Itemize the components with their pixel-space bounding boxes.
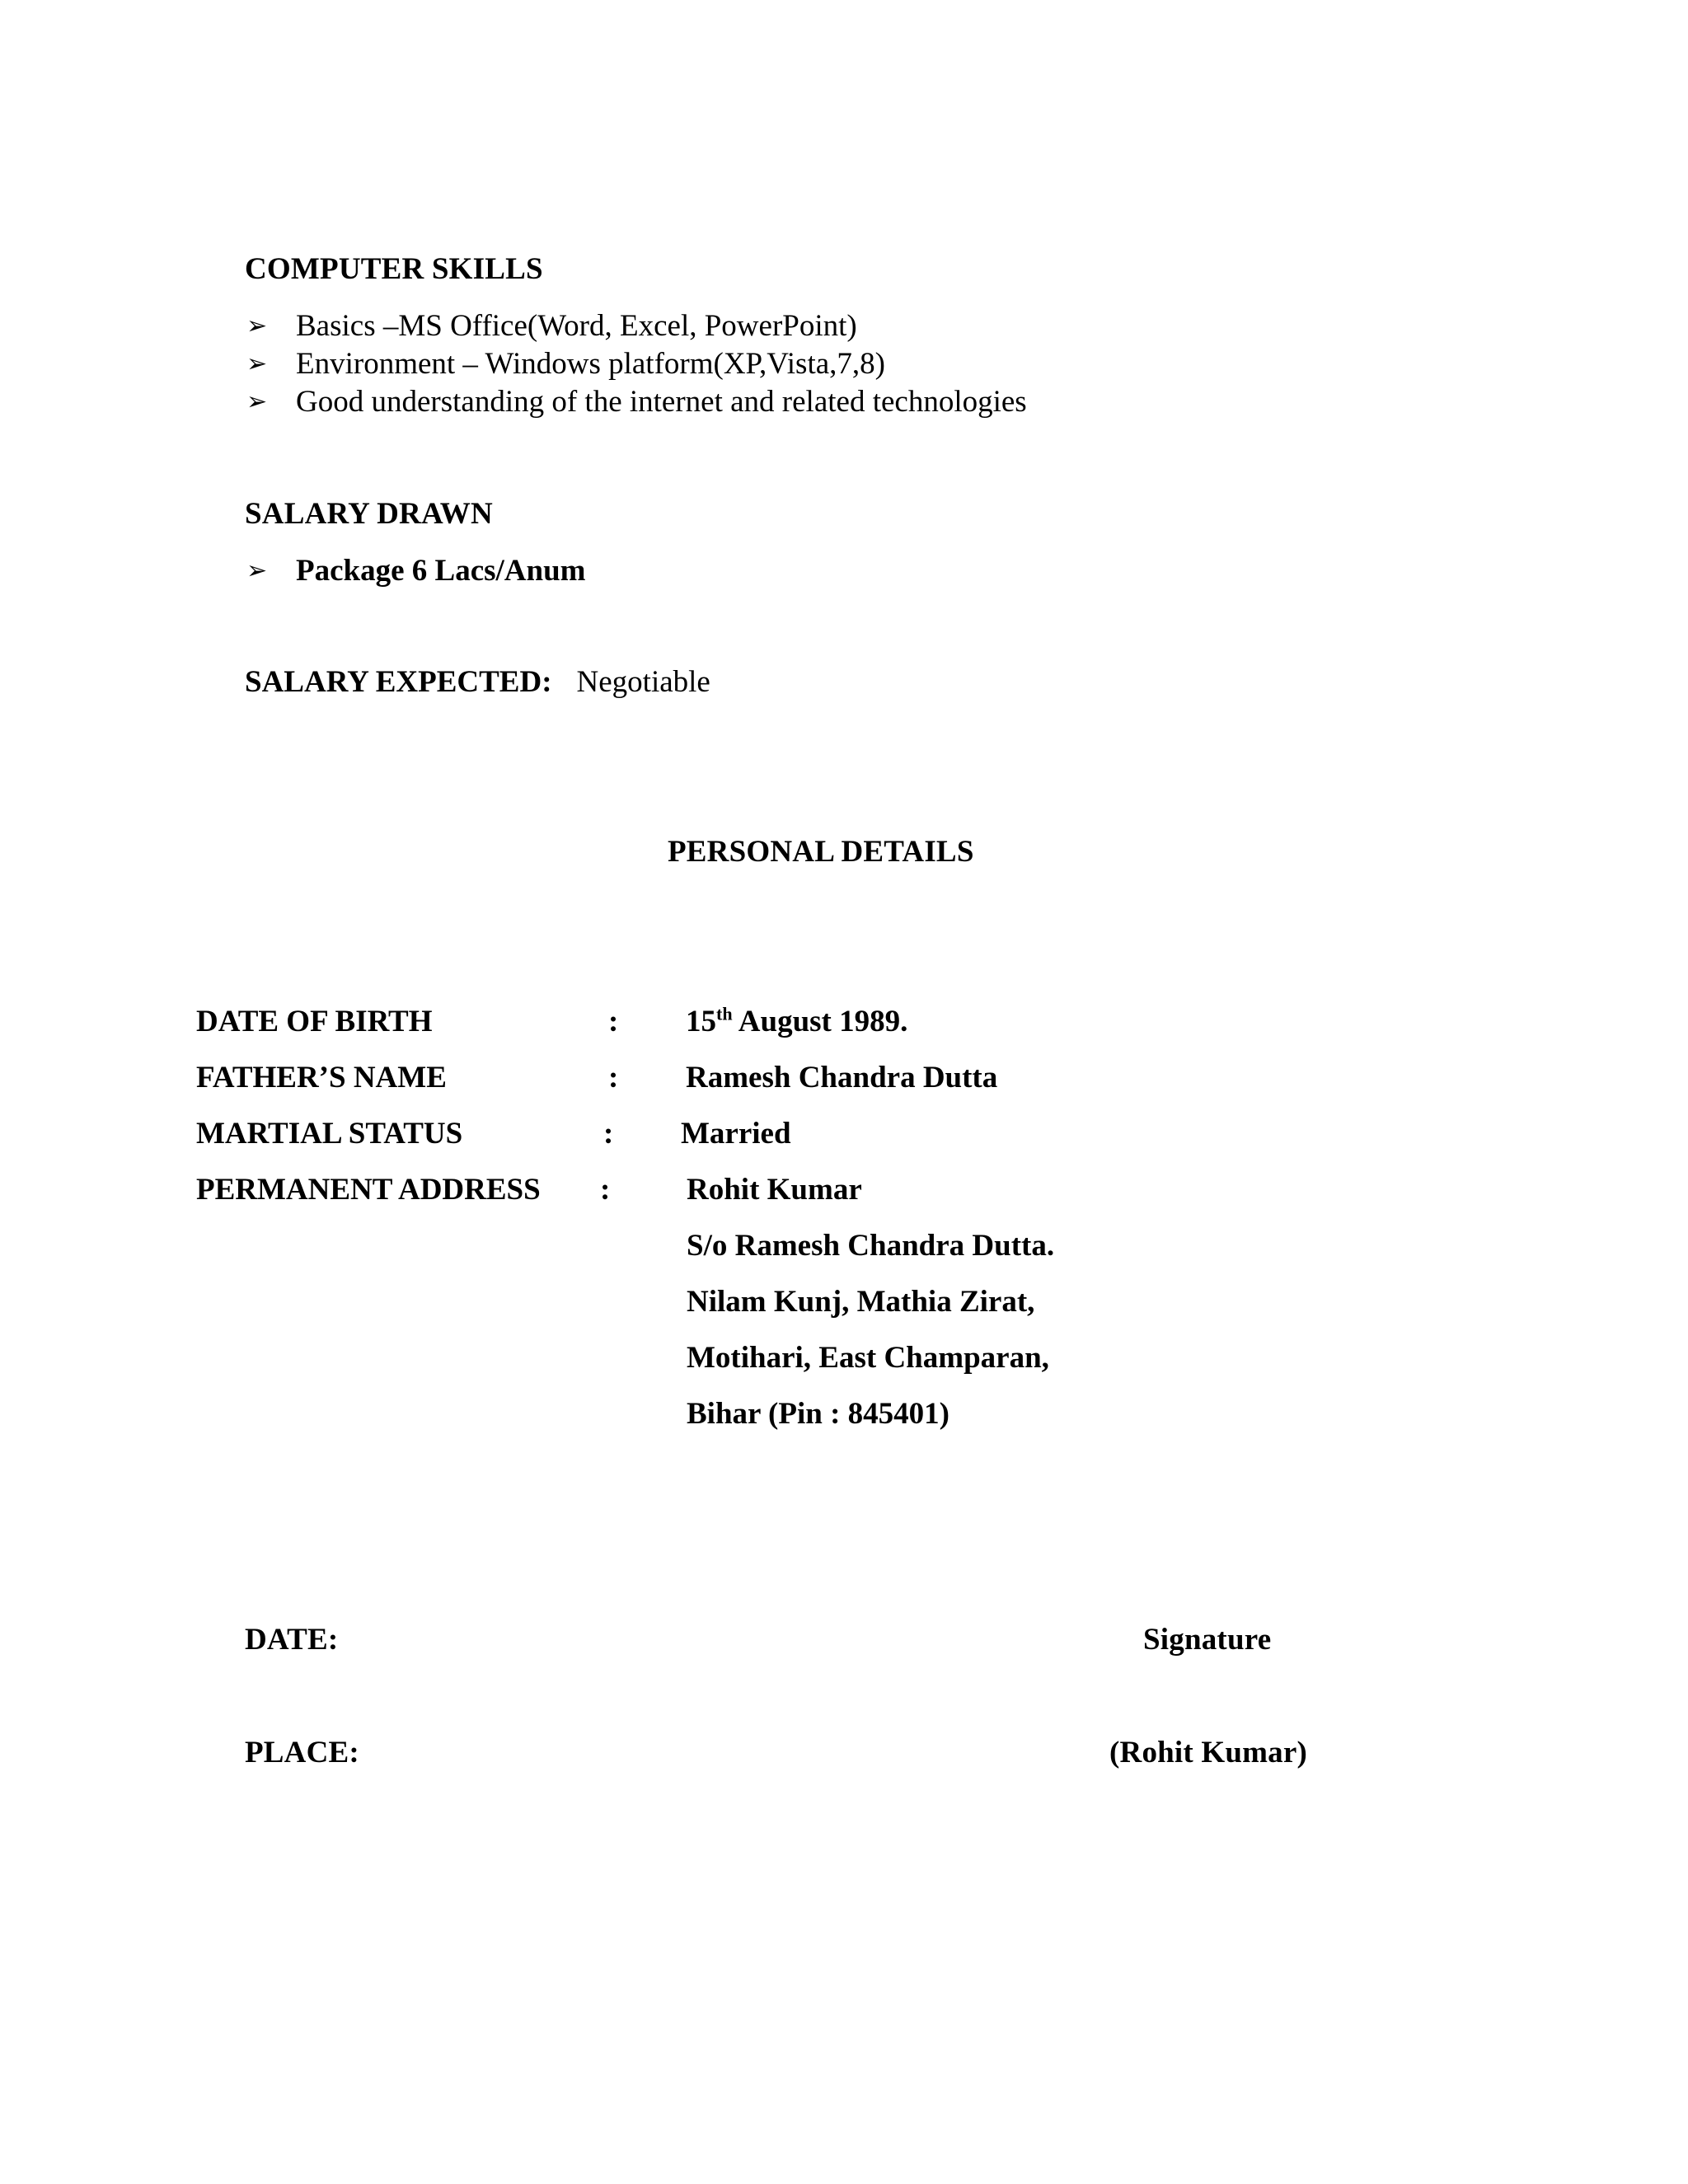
marital-status-value: Married	[681, 1117, 791, 1151]
dob-day: 15	[686, 1005, 716, 1038]
arrow-bullet-icon: ➢	[246, 349, 268, 378]
dob-rest: August 1989.	[732, 1005, 908, 1038]
dob-value	[686, 1004, 907, 1039]
arrow-bullet-icon: ➢	[246, 312, 268, 340]
address-colon: :	[600, 1173, 611, 1207]
arrow-bullet-icon: ➢	[246, 387, 268, 416]
personal-details-heading: PERSONAL DETAILS	[668, 835, 974, 869]
address-line: S/o Ramesh Chandra Dutta.	[687, 1229, 1055, 1263]
salary-package-text: Package 6 Lacs/Anum	[296, 554, 586, 588]
list-item	[245, 345, 1027, 383]
date-label: DATE:	[245, 1623, 339, 1657]
father-name-label: FATHER’S NAME	[196, 1061, 447, 1094]
dob-label: DATE OF BIRTH	[196, 1005, 433, 1038]
salary-drawn-list	[245, 552, 586, 590]
arrow-bullet-icon: ➢	[246, 556, 268, 585]
father-name-colon: :	[608, 1061, 619, 1094]
address-line: Rohit Kumar	[687, 1173, 862, 1207]
address-line: Bihar (Pin : 845401)	[687, 1397, 950, 1431]
dob-day-suffix: th	[716, 1003, 733, 1024]
salary-expected-label: SALARY EXPECTED:	[245, 665, 552, 699]
list-item	[245, 383, 1027, 421]
salary-expected-line	[245, 664, 710, 700]
signature-name: (Rohit Kumar)	[1109, 1736, 1307, 1769]
salary-expected-value: Negotiable	[576, 665, 710, 699]
signature-label: Signature	[1143, 1623, 1272, 1657]
skill-text: Good understanding of the internet and related technologies	[296, 385, 1027, 419]
skill-text: Environment – Windows platform(XP,Vista,7,8)	[296, 347, 885, 381]
marital-status-colon: :	[603, 1117, 614, 1151]
father-name-value: Ramesh Chandra Dutta	[686, 1061, 998, 1094]
address-line: Nilam Kunj, Mathia Zirat,	[687, 1285, 1035, 1319]
computer-skills-list	[245, 307, 1027, 421]
computer-skills-heading: COMPUTER SKILLS	[245, 252, 543, 286]
list-item	[245, 307, 1027, 345]
list-item	[245, 552, 586, 590]
skill-text: Basics –MS Office(Word, Excel, PowerPoint)	[296, 309, 857, 343]
place-label: PLACE:	[245, 1736, 359, 1769]
address-label: PERMANENT ADDRESS	[196, 1173, 541, 1207]
salary-drawn-heading: SALARY DRAWN	[245, 497, 493, 531]
address-line: Motihari, East Champaran,	[687, 1341, 1049, 1375]
dob-colon: :	[608, 1005, 619, 1038]
marital-status-label: MARTIAL STATUS	[196, 1117, 463, 1151]
